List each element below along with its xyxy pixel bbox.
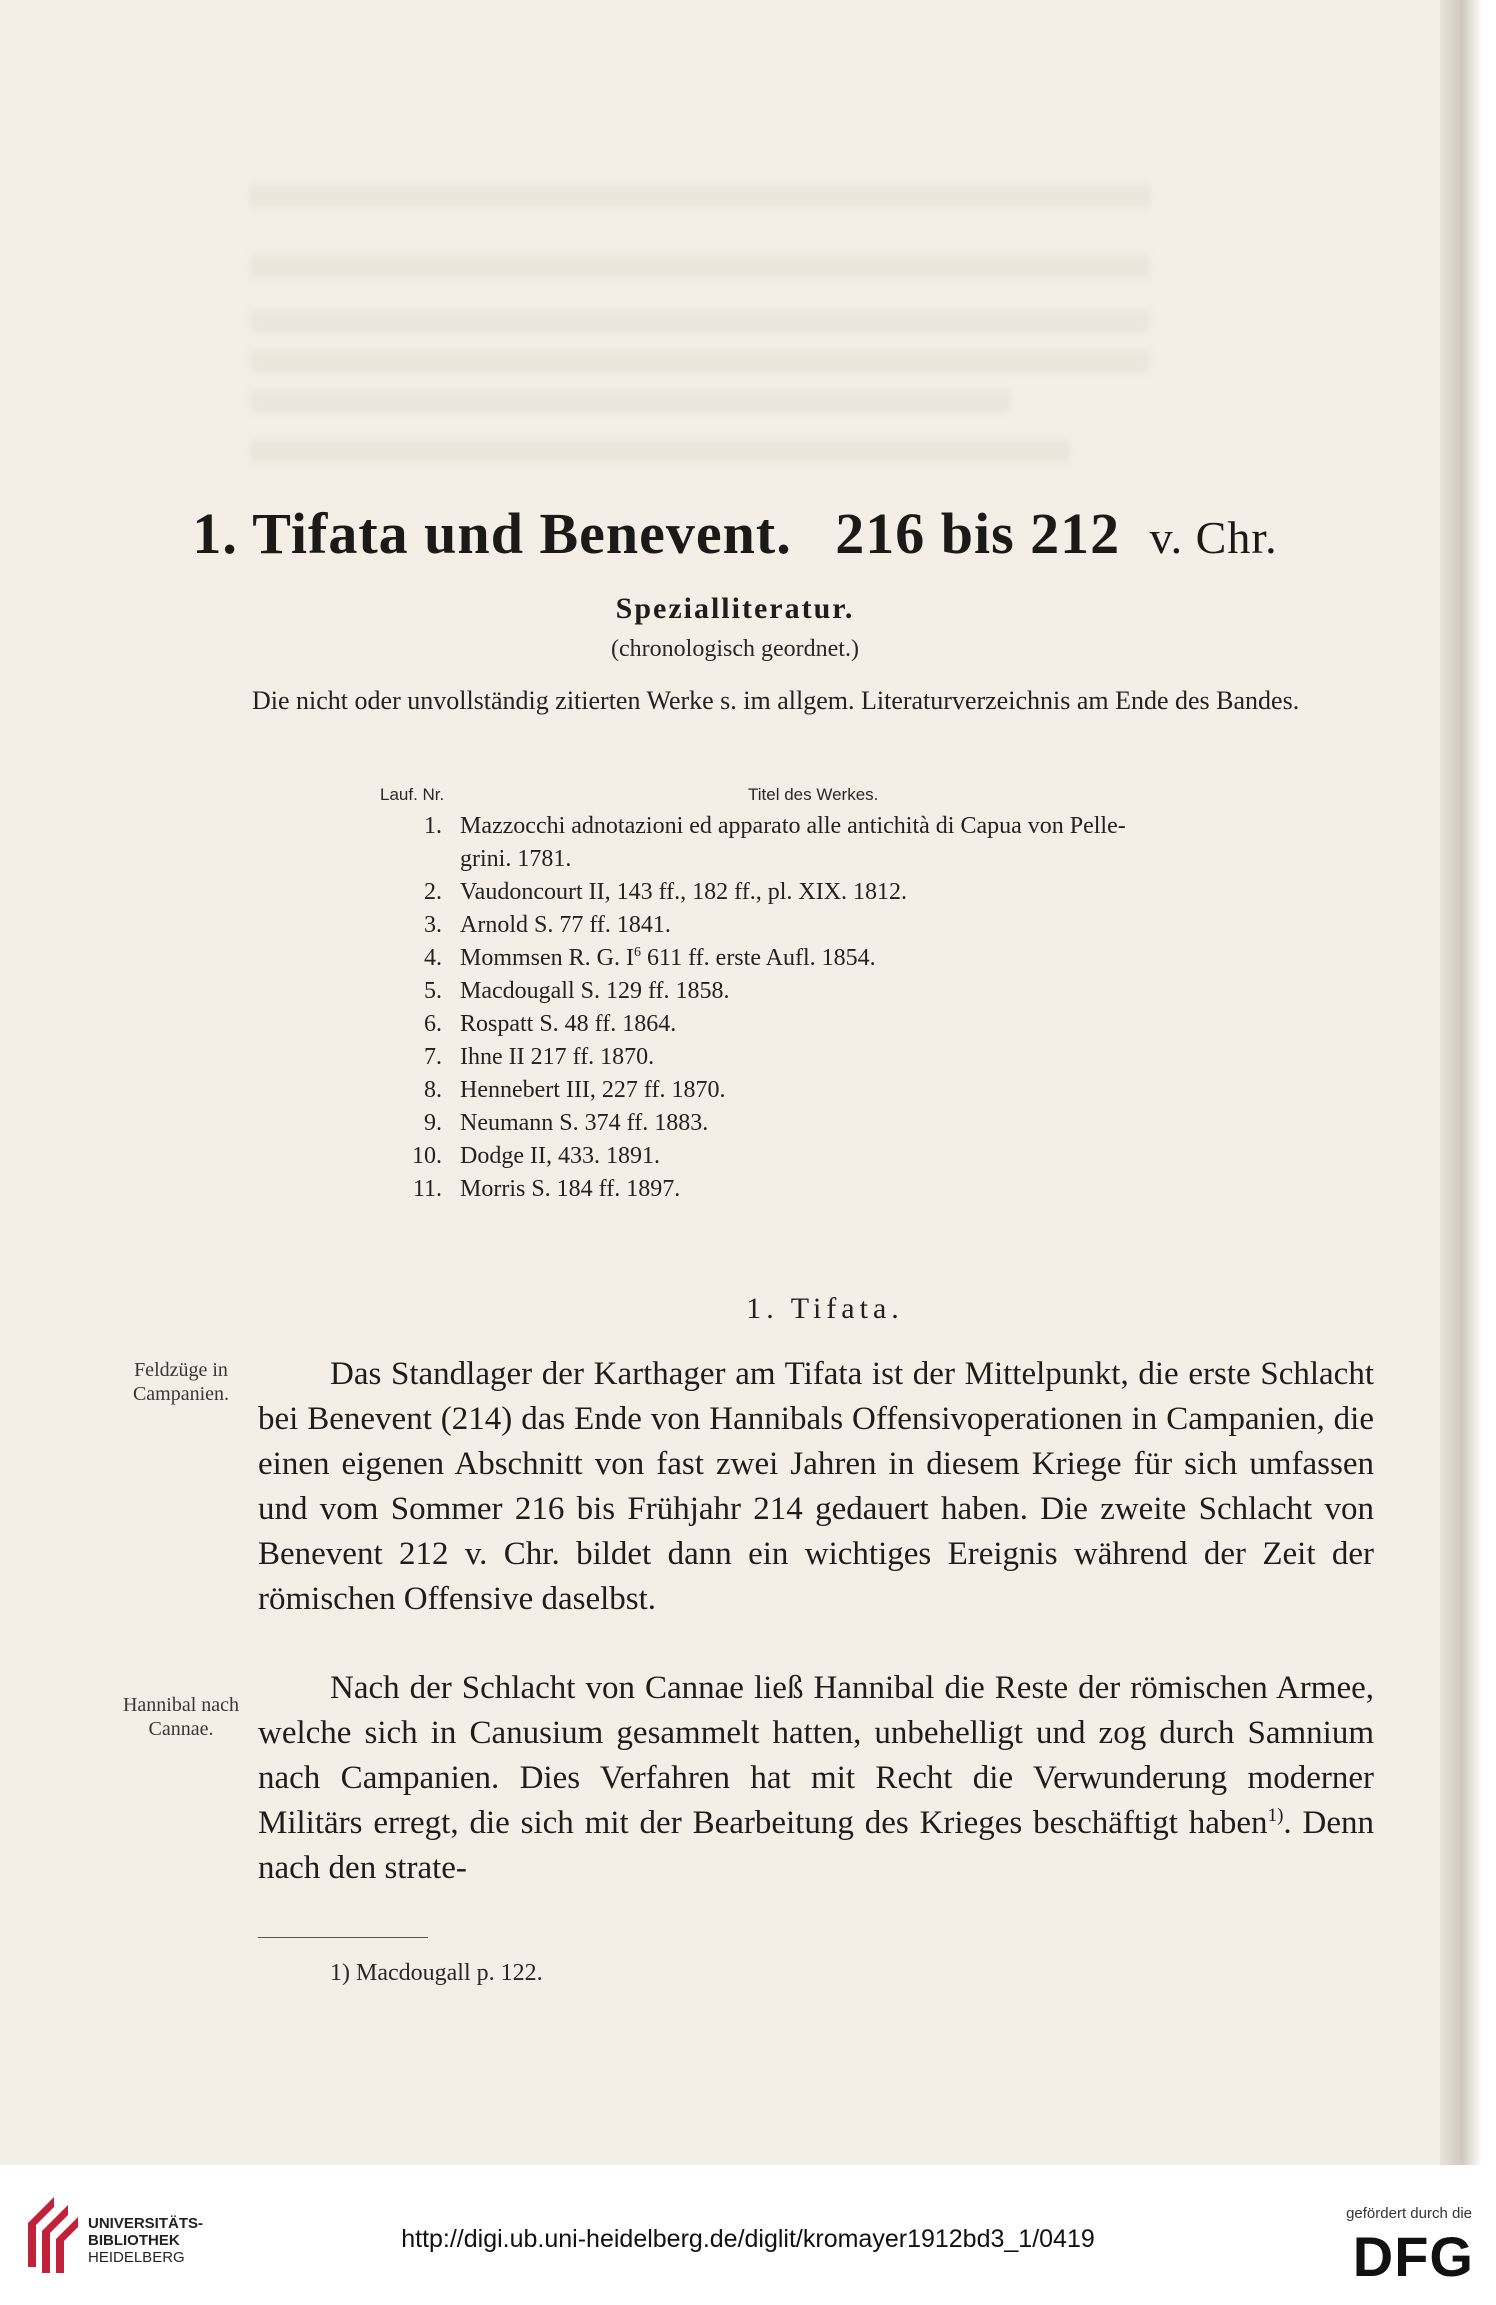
item-number: 4. (424, 945, 442, 971)
intro-note: Die nicht oder unvollständig zitierten Werke s. im allgem. Literaturverzeichnis am Ende des Bandes. (252, 686, 1300, 715)
chapter-title-years: 216 bis 212 (835, 501, 1121, 566)
funder-caption: gefördert durch die (1346, 2205, 1472, 2222)
footnote-reference[interactable]: 1) (1267, 1805, 1284, 1826)
paragraph-2-text: Nach der Schlacht von Cannae ließ Hannibal die Reste der römischen Armee, welche sich in Canusium gesammelt hatten, unbehelligt und zog durch Samnium nach Campanien. Dies Verfahren hat mit Recht die Verwunderung moderner Militärs erregt, die sich mit der Bearbeitung des Krieges beschäftigt haben (258, 1670, 1374, 1841)
list-item-continuation (380, 843, 1380, 876)
item-number: 6. (424, 1011, 442, 1037)
margin-note-line: Cannae. (148, 1718, 214, 1740)
item-text-before: Mommsen R. G. I (460, 945, 634, 971)
library-line: UNIVERSITÄTS- (88, 2215, 204, 2232)
list-item (380, 942, 1380, 975)
item-number: 7. (424, 1044, 442, 1070)
bleed-through-line (250, 440, 1070, 462)
footnote-text: Macdougall p. 122. (350, 1960, 543, 1986)
item-text: Dodge II, 433. 1891. (460, 1143, 660, 1169)
margin-note-hannibal (96, 1693, 266, 1741)
paragraph-2 (258, 1666, 1374, 1891)
item-text-after: 611 ff. erste Aufl. 1854. (641, 945, 876, 971)
literature-list (380, 810, 1380, 1206)
item-text (460, 942, 876, 975)
paragraph-2-text-end: . Denn nach den strate- (258, 1805, 1374, 1886)
list-item (380, 975, 1380, 1008)
page-edge-shadow (1440, 0, 1496, 2165)
subtitle: Spezialliteratur. (615, 592, 855, 625)
item-number: 5. (424, 978, 442, 1004)
viewer-footer (0, 2165, 1496, 2305)
item-number: 11. (412, 1176, 442, 1202)
header-number: Lauf. Nr. (380, 785, 445, 804)
section-title: 1. Tifata. (746, 1292, 904, 1325)
item-text: Mazzocchi adnotazioni ed apparato alle antichità di Capua von Pelle- (460, 813, 1126, 839)
item-text: Hennebert III, 227 ff. 1870. (460, 1077, 726, 1103)
chapter-title-main: 1. Tifata und Benevent. (192, 501, 792, 566)
item-text: Macdougall S. 129 ff. 1858. (460, 978, 730, 1004)
bleed-through-line (250, 310, 1150, 332)
subnote: (chronologisch geordnet.) (611, 636, 859, 662)
item-text: Ihne II 217 ff. 1870. (460, 1044, 655, 1070)
item-number: 10. (412, 1143, 442, 1169)
item-text-continued: grini. 1781. (460, 846, 572, 872)
item-text: Vaudoncourt II, 143 ff., 182 ff., pl. XIX. 1812. (460, 879, 908, 905)
permalink-url[interactable]: http://digi.ub.uni-heidelberg.de/diglit/kromayer1912bd3_1/0419 (401, 2225, 1095, 2253)
chapter-title-era: v. Chr. (1149, 512, 1278, 563)
list-item (380, 1173, 1380, 1206)
item-number: 2. (424, 879, 442, 905)
item-number: 8. (424, 1077, 442, 1103)
list-item (380, 1074, 1380, 1107)
bleed-through-line (250, 185, 1150, 207)
list-item (380, 1107, 1380, 1140)
footnote-marker: 1) (330, 1960, 350, 1986)
margin-note-line: Feldzüge in (134, 1359, 228, 1381)
list-item (380, 810, 1380, 843)
margin-note-line: Campanien. (132, 1383, 230, 1405)
bleed-through-line (250, 255, 1150, 277)
list-item (380, 909, 1380, 942)
item-number: 9. (424, 1110, 442, 1136)
item-text: Neumann S. 374 ff. 1883. (460, 1110, 709, 1136)
bleed-through-line (250, 390, 1010, 412)
header-title: Titel des Werkes. (748, 785, 879, 804)
margin-note-line: Hannibal nach (122, 1694, 240, 1716)
item-number: 3. (424, 912, 442, 938)
dfg-logo[interactable]: DFG (1352, 2225, 1474, 2288)
library-line: HEIDELBERG (88, 2249, 185, 2266)
chapter-title (0, 500, 1470, 567)
footnote (330, 1960, 543, 1987)
item-text: Arnold S. 77 ff. 1841. (460, 912, 671, 938)
library-line: BIBLIOTHEK (88, 2232, 180, 2249)
paragraph-1: Das Standlager der Karthager am Tifata ist der Mittelpunkt, die erste Schlacht bei Benevent (214) das Ende von Hannibals Offensivoperationen in Campanien, die einen eigenen Abschnitt von fast zwei Jahren in diesem Kriege für sich umfassen und vom Sommer 216 bis Frühjahr 214 gedauert haben. Die zweite Schlacht von Benevent 212 v. Chr. bildet dann ein wichtiges Ereignis während der Zeit der römischen Offensive daselbst. (258, 1356, 1374, 1617)
list-item (380, 1008, 1380, 1041)
edition-superscript: 6 (634, 945, 641, 960)
bleed-through-line (250, 350, 1150, 372)
item-text: Morris S. 184 ff. 1897. (460, 1176, 681, 1202)
item-text: Rospatt S. 48 ff. 1864. (460, 1011, 677, 1037)
item-number: 1. (424, 813, 442, 839)
list-item (380, 876, 1380, 909)
footnote-divider (258, 1937, 428, 1938)
margin-note-campaigns (96, 1358, 266, 1406)
list-item (380, 1041, 1380, 1074)
list-item (380, 1140, 1380, 1173)
